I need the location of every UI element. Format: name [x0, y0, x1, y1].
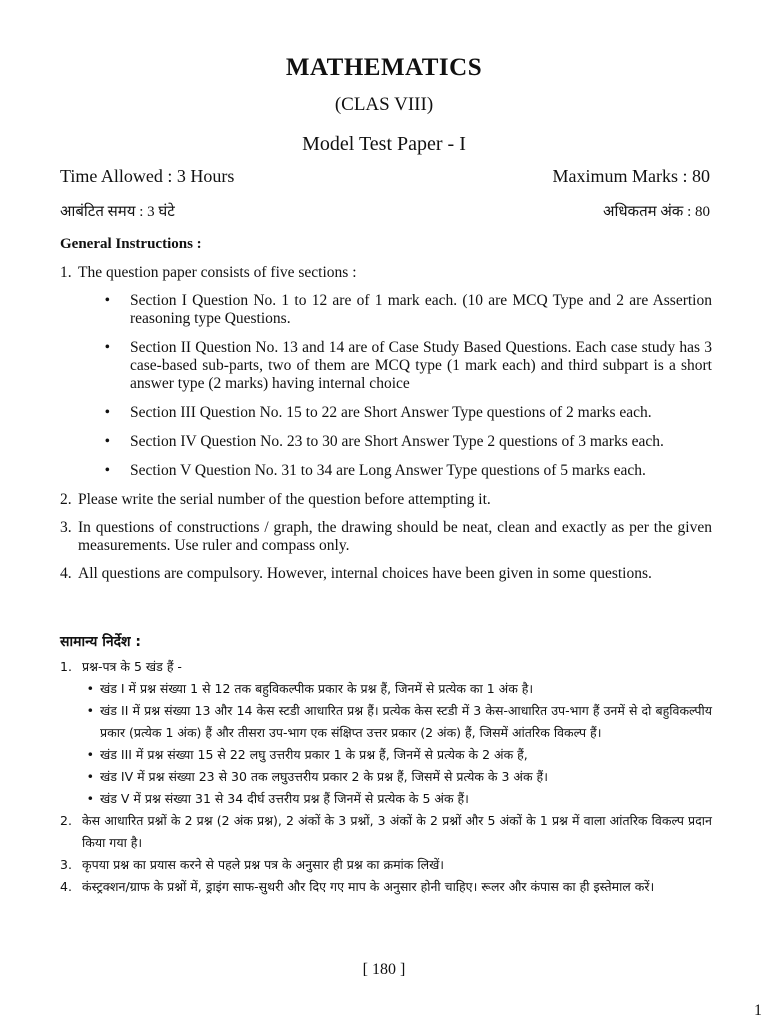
instruction-number: 2.	[60, 813, 72, 828]
instruction-text: Please write the serial number of the question before attempting it.	[78, 491, 491, 508]
instruction-number: 4.	[60, 565, 72, 582]
maximum-marks-hi: अधिकतम अंक : 80	[602, 204, 710, 220]
section-text: Section V Question No. 31 to 34 are Long Answer Type questions of 5 marks each.	[130, 462, 646, 479]
page-reference: [ 180 ]	[362, 961, 406, 978]
instruction-item	[60, 491, 712, 509]
time-marks-row-hi	[60, 201, 710, 221]
bullet-icon: •	[104, 339, 110, 356]
document-title: MATHEMATICS	[285, 54, 483, 81]
instruction-number: 4.	[60, 879, 72, 894]
bullet-icon: •	[86, 747, 94, 762]
instruction-text: केस आधारित प्रश्नों के 2 प्रश्न (2 अंक प्रश्न), 2 अंकों के 3 प्रश्नों, 3 अंकों के 2 प्रश्नों और 5 अंकों के 1 प्रश्न में वाला आंतरिक विकल्प प्रदान किया गया है।	[82, 813, 712, 850]
instruction-item	[60, 854, 712, 876]
instruction-number: 3.	[60, 519, 72, 536]
hindi-instructions-heading: सामान्य निर्देश :	[60, 634, 142, 650]
maximum-marks-en: Maximum Marks : 80	[552, 166, 710, 186]
instruction-item	[60, 519, 712, 555]
instruction-number: 1.	[60, 659, 72, 674]
instruction-text: प्रश्न-पत्र के 5 खंड हैं -	[82, 659, 182, 674]
instruction-item	[60, 810, 712, 854]
bullet-icon: •	[104, 433, 110, 450]
bullet-icon: •	[104, 404, 110, 421]
section-text: Section II Question No. 13 and 14 are of Case Study Based Questions. Each case study has 3 case-based sub-parts, two of them are MCQ type (1 mark each) and third subpart is a short answer type (2 marks) having internal choice	[130, 339, 712, 392]
section-item	[60, 339, 712, 393]
bullet-icon: •	[104, 292, 110, 309]
instruction-number: 3.	[60, 857, 72, 872]
instruction-item	[60, 656, 712, 678]
section-text: खंड V में प्रश्न संख्या 31 से 34 दीर्घ उत्तरीय प्रश्न हैं जिनमें से प्रत्येक के 5 अंक हैं।	[100, 791, 469, 806]
instruction-text: The question paper consists of five sections :	[78, 264, 357, 281]
english-instructions	[60, 264, 712, 593]
instruction-text: कृपया प्रश्न का प्रयास करने से पहले प्रश्न पत्र के अनुसार ही प्रश्न का क्रमांक लिखें।	[82, 857, 445, 872]
instruction-item	[60, 565, 712, 583]
bullet-icon: •	[104, 462, 110, 479]
section-text: खंड III में प्रश्न संख्या 15 से 22 लघु उत्तरीय प्रकार 1 के प्रश्न हैं, जिनमें से प्रत्येक के 2 अंक हैं,	[100, 747, 528, 762]
paper-title: Model Test Paper - I	[302, 133, 466, 155]
time-allowed-en: Time Allowed : 3 Hours	[60, 166, 235, 186]
instruction-text: In questions of constructions / graph, the drawing should be neat, clean and exactly as per the given measurements. Use ruler and compass only.	[78, 519, 712, 554]
bullet-icon: •	[86, 769, 94, 784]
instruction-number: 2.	[60, 491, 72, 508]
page-number: 1	[754, 1002, 762, 1019]
section-text: Section I Question No. 1 to 12 are of 1 mark each. (10 are MCQ Type and 2 are Assertion reasoning type Questions.	[130, 292, 712, 327]
section-item	[60, 433, 712, 451]
instruction-number: 1.	[60, 264, 72, 281]
instruction-text: कंस्ट्रक्शन/ग्राफ के प्रश्नों में, ड्राइंग साफ-सुथरी और दिए गए माप के अनुसार होनी चाहिए। रूलर और कंपास का ही इस्तेमाल करें।	[82, 879, 655, 894]
section-item	[60, 292, 712, 328]
bullet-icon: •	[86, 791, 94, 806]
general-instructions-heading: General Instructions :	[60, 236, 202, 252]
section-item	[60, 404, 712, 422]
section-text: खंड I में प्रश्न संख्या 1 से 12 तक बहुविकल्पीक प्रकार के प्रश्न हैं, जिनमें से प्रत्येक का 1 अंक है।	[100, 681, 534, 696]
time-allowed-hi: आबंटित समय : 3 घंटे	[60, 204, 175, 220]
instruction-item	[60, 876, 712, 898]
section-list	[60, 292, 712, 480]
section-text: खंड II में प्रश्न संख्या 13 और 14 केस स्टडी आधारित प्रश्न हैं। प्रत्येक केस स्टडी में 3 केस-आधारित उप-भाग हैं उनमें से दो बहुविकल्पीय प्रकार (प्रत्येक 1 अंक) हैं और तीसरा उप-भाग एक संक्षिप्त उत्तर प्रकार (2 अंक) हैं, जिसमें आंतरिक विकल्प हैं।	[100, 703, 712, 740]
section-item	[60, 766, 712, 788]
bullet-icon: •	[86, 681, 94, 696]
instruction-item	[60, 264, 712, 282]
section-item	[60, 462, 712, 480]
instruction-text: All questions are compulsory. However, internal choices have been given in some questions.	[78, 565, 652, 582]
section-text: Section IV Question No. 23 to 30 are Short Answer Type 2 questions of 3 marks each.	[130, 433, 664, 450]
section-text: Section III Question No. 15 to 22 are Short Answer Type questions of 2 marks each.	[130, 404, 652, 421]
class-label: (CLAS VIII)	[334, 94, 434, 115]
bullet-icon: •	[86, 703, 94, 718]
section-item	[60, 678, 712, 700]
section-item	[60, 700, 712, 744]
section-item	[60, 744, 712, 766]
hindi-instructions	[60, 656, 712, 898]
section-text: खंड IV में प्रश्न संख्या 23 से 30 तक लघुउत्तरीय प्रकार 2 के प्रश्न हैं, जिसमें से प्रत्येक के 3 अंक हैं।	[100, 769, 548, 784]
section-item	[60, 788, 712, 810]
time-marks-row-en	[60, 166, 710, 187]
